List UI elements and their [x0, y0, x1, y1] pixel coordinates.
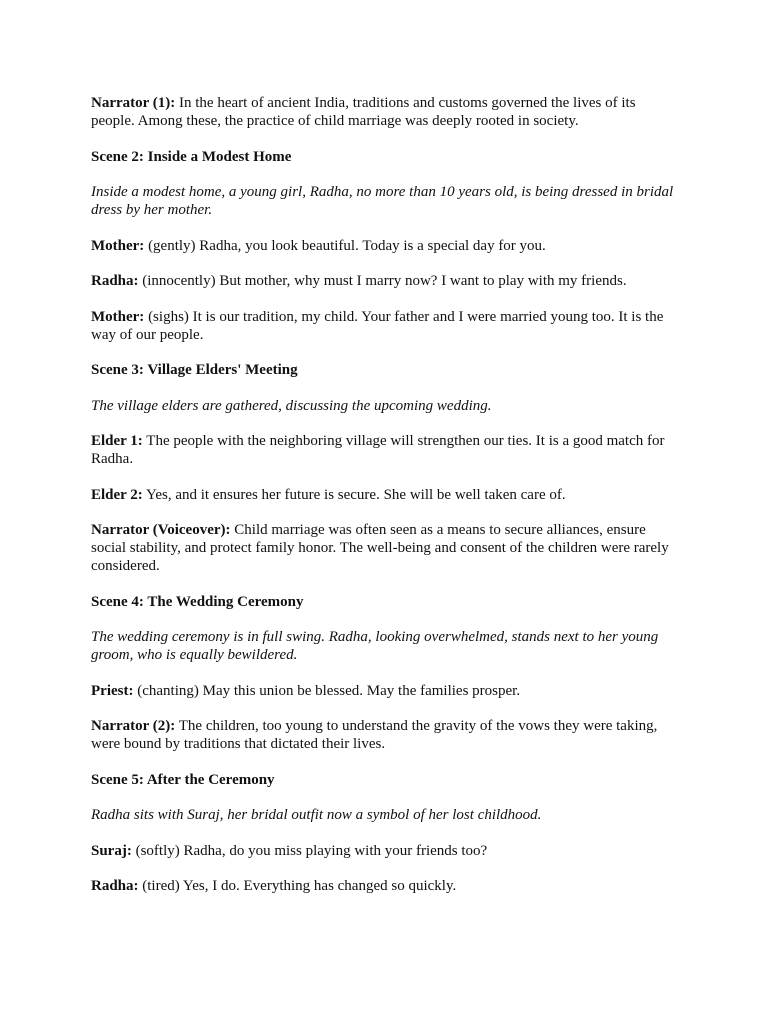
stage-direction: Radha sits with Suraj, her bridal outfit now a symbol of her lost childhood. [91, 807, 542, 823]
speaker-label: Mother: [91, 308, 145, 325]
scene-heading: Scene 3: Village Elders' Meeting [91, 362, 298, 378]
dialogue-line [91, 486, 683, 504]
dialogue-line [91, 682, 683, 700]
speaker-label: Radha: [91, 273, 139, 289]
script-text [91, 94, 683, 913]
dialogue-text: Child marriage was often seen as a means to secure alliances, ensure social stability, and protect family honor. The well-being and consent of the children were rarely considered. [91, 522, 669, 574]
speaker-label: Narrator (2): [91, 718, 176, 734]
dialogue-line [91, 432, 683, 468]
stage-direction: Inside a modest home, a young girl, Radha, no more than 10 years old, is being dressed in bridal dress by her mother. [91, 184, 674, 218]
speaker-label: Mother: [91, 237, 145, 254]
dialogue-line [91, 877, 683, 895]
speaker-label: Radha: [91, 878, 139, 894]
dialogue-text: In the heart of ancient India, traditions and customs governed the lives of its people. Among these, the practice of child marriage was deeply rooted in society. [91, 95, 636, 129]
scene-heading: Scene 5: After the Ceremony [91, 771, 275, 788]
dialogue-text: The people with the neighboring village will strengthen our ties. It is a good match for Radha. [91, 433, 665, 467]
dialogue-text: Yes, and it ensures her future is secure. She will be well taken care of. [142, 486, 566, 503]
narrator-line [91, 717, 683, 753]
speaker-label: Narrator (1): [91, 95, 176, 111]
stage-direction: The wedding ceremony is in full swing. Radha, looking overwhelmed, stands next to her young groom, who is equally bewildered. [91, 629, 659, 663]
dialogue-line [91, 272, 683, 290]
dialogue-text: (tired) Yes, I do. Everything has changed so quickly. [138, 878, 457, 894]
speaker-label: Narrator (Voiceover): [91, 522, 231, 538]
speaker-label: Suraj: [91, 842, 132, 859]
dialogue-text: (softly) Radha, do you miss playing with your friends too? [131, 842, 488, 859]
scene-heading: Scene 2: Inside a Modest Home [91, 148, 292, 165]
dialogue-text: (innocently) But mother, why must I marry now? I want to play with my friends. [138, 273, 627, 289]
dialogue-text: The children, too young to understand the gravity of the vows they were taking, were bound by traditions that dictated their lives. [91, 718, 658, 752]
dialogue-line [91, 237, 683, 255]
stage-direction: The village elders are gathered, discussing the upcoming wedding. [91, 397, 492, 414]
dialogue-text: (sighs) It is our tradition, my child. Your father and I were married young too. It is the way of our people. [91, 308, 664, 343]
speaker-label: Priest: [91, 682, 134, 699]
narrator-line [91, 521, 683, 575]
speaker-label: Elder 1: [91, 433, 143, 449]
dialogue-line [91, 842, 683, 860]
dialogue-text: (chanting) May this union be blessed. May the families prosper. [133, 682, 521, 699]
dialogue-line [91, 308, 683, 344]
speaker-label: Elder 2: [91, 486, 143, 503]
narrator-line [91, 94, 683, 130]
scene-heading: Scene 4: The Wedding Ceremony [91, 593, 304, 610]
dialogue-text: (gently) Radha, you look beautiful. Today is a special day for you. [144, 237, 546, 254]
